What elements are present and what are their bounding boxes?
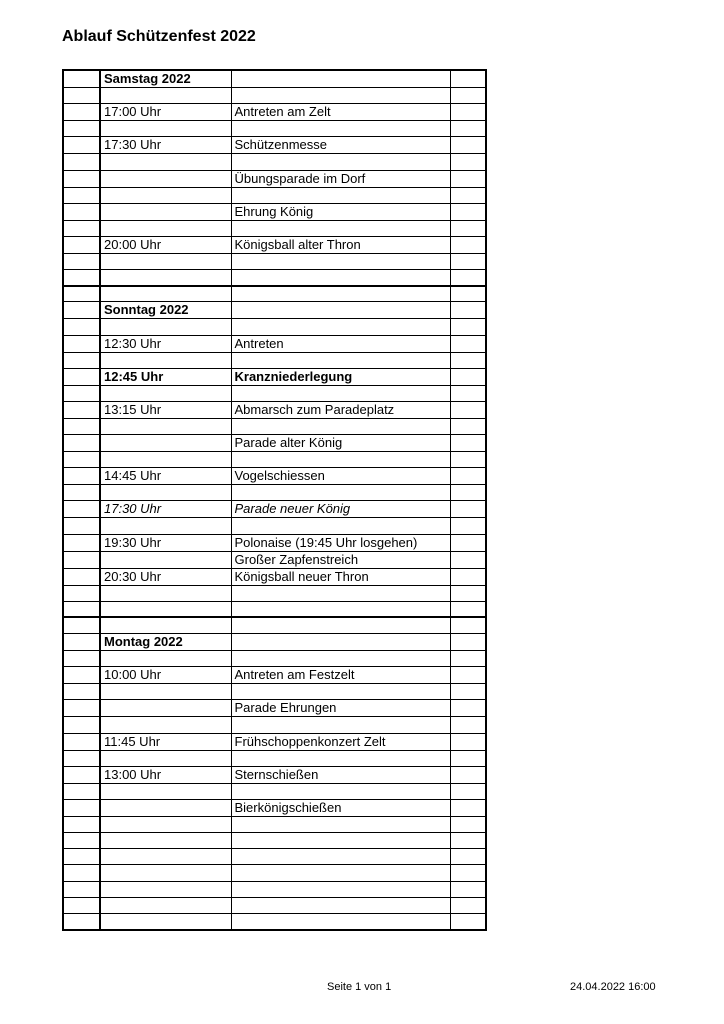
time-cell: 17:30 Uhr: [100, 137, 231, 154]
event-cell: [231, 253, 450, 269]
index-cell: [63, 203, 100, 220]
time-cell: 13:00 Uhr: [100, 766, 231, 783]
note-cell: [450, 651, 486, 667]
event-cell: Großer Zapfenstreich: [231, 551, 450, 568]
index-cell: [63, 518, 100, 534]
table-row: [63, 634, 486, 651]
time-cell: [100, 121, 231, 137]
table-row: [63, 700, 486, 717]
table-row: [63, 203, 486, 220]
time-cell: [100, 585, 231, 601]
event-cell: Übungsparade im Dorf: [231, 170, 450, 187]
event-cell: [231, 121, 450, 137]
time-cell: [100, 897, 231, 913]
table-row: [63, 435, 486, 452]
index-cell: [63, 617, 100, 633]
index-cell: [63, 568, 100, 585]
table-row: [63, 733, 486, 750]
note-cell: [450, 485, 486, 501]
event-cell: Frühschoppenkonzert Zelt: [231, 733, 450, 750]
time-cell: [100, 435, 231, 452]
time-cell: [100, 913, 231, 929]
note-cell: [450, 799, 486, 816]
event-cell: [231, 913, 450, 929]
time-cell: [100, 700, 231, 717]
event-cell: Ehrung König: [231, 203, 450, 220]
time-cell: [100, 385, 231, 401]
time-cell: [100, 651, 231, 667]
event-cell: Parade neuer König: [231, 501, 450, 518]
note-cell: [450, 121, 486, 137]
time-cell: [100, 601, 231, 617]
table-row: [63, 88, 486, 104]
table-row: [63, 568, 486, 585]
index-cell: [63, 401, 100, 418]
index-cell: [63, 849, 100, 865]
index-cell: [63, 634, 100, 651]
event-cell: [231, 220, 450, 236]
table-row: [63, 319, 486, 335]
index-cell: [63, 799, 100, 816]
table-row: [63, 865, 486, 881]
time-cell: [100, 551, 231, 568]
time-cell: 11:45 Uhr: [100, 733, 231, 750]
index-cell: [63, 501, 100, 518]
time-cell: [100, 849, 231, 865]
time-cell: Samstag 2022: [100, 70, 231, 88]
table-row: [63, 302, 486, 319]
note-cell: [450, 203, 486, 220]
index-cell: [63, 236, 100, 253]
index-cell: [63, 418, 100, 434]
index-cell: [63, 253, 100, 269]
time-cell: [100, 684, 231, 700]
note-cell: [450, 881, 486, 897]
event-cell: [231, 154, 450, 170]
table-row: [63, 534, 486, 551]
table-row: [63, 651, 486, 667]
note-cell: [450, 617, 486, 633]
time-cell: [100, 203, 231, 220]
table-row: [63, 551, 486, 568]
table-row: [63, 518, 486, 534]
note-cell: [450, 154, 486, 170]
index-cell: [63, 70, 100, 88]
event-cell: [231, 187, 450, 203]
event-cell: Vogelschiessen: [231, 468, 450, 485]
note-cell: [450, 302, 486, 319]
index-cell: [63, 170, 100, 187]
time-cell: 17:00 Uhr: [100, 104, 231, 121]
time-cell: [100, 617, 231, 633]
index-cell: [63, 220, 100, 236]
note-cell: [450, 286, 486, 302]
event-cell: Kranzniederlegung: [231, 368, 450, 385]
note-cell: [450, 270, 486, 286]
document-title: Ablauf Schützenfest 2022: [62, 28, 256, 45]
table-row: [63, 833, 486, 849]
index-cell: [63, 104, 100, 121]
note-cell: [450, 319, 486, 335]
event-cell: [231, 452, 450, 468]
note-cell: [450, 684, 486, 700]
note-cell: [450, 585, 486, 601]
time-cell: [100, 452, 231, 468]
event-cell: [231, 816, 450, 832]
index-cell: [63, 816, 100, 832]
note-cell: [450, 335, 486, 352]
table-row: [63, 601, 486, 617]
note-cell: [450, 700, 486, 717]
table-row: [63, 385, 486, 401]
event-cell: Parade Ehrungen: [231, 700, 450, 717]
table-row: [63, 783, 486, 799]
time-cell: 12:45 Uhr: [100, 368, 231, 385]
note-cell: [450, 833, 486, 849]
event-cell: Antreten am Festzelt: [231, 667, 450, 684]
index-cell: [63, 750, 100, 766]
table-row: [63, 418, 486, 434]
event-cell: [231, 352, 450, 368]
note-cell: [450, 170, 486, 187]
note-cell: [450, 187, 486, 203]
table-row: [63, 368, 486, 385]
page-number: Seite 1 von 1: [327, 981, 392, 993]
table-row: [63, 585, 486, 601]
table-row: [63, 104, 486, 121]
index-cell: [63, 833, 100, 849]
table-row: [63, 501, 486, 518]
table-row: [63, 452, 486, 468]
event-cell: [231, 634, 450, 651]
time-cell: [100, 816, 231, 832]
event-cell: [231, 518, 450, 534]
time-cell: Sonntag 2022: [100, 302, 231, 319]
note-cell: [450, 534, 486, 551]
time-cell: [100, 518, 231, 534]
index-cell: [63, 783, 100, 799]
event-cell: [231, 617, 450, 633]
table-row: [63, 617, 486, 633]
note-cell: [450, 352, 486, 368]
table-row: [63, 468, 486, 485]
table-row: [63, 335, 486, 352]
note-cell: [450, 897, 486, 913]
event-cell: [231, 849, 450, 865]
event-cell: [231, 684, 450, 700]
note-cell: [450, 70, 486, 88]
time-cell: [100, 253, 231, 269]
time-cell: [100, 319, 231, 335]
event-cell: [231, 601, 450, 617]
index-cell: [63, 154, 100, 170]
time-cell: [100, 833, 231, 849]
table-row: [63, 913, 486, 929]
note-cell: [450, 88, 486, 104]
index-cell: [63, 585, 100, 601]
event-cell: Polonaise (19:45 Uhr losgehen): [231, 534, 450, 551]
index-cell: [63, 452, 100, 468]
index-cell: [63, 335, 100, 352]
event-cell: Antreten am Zelt: [231, 104, 450, 121]
table-row: [63, 750, 486, 766]
note-cell: [450, 568, 486, 585]
index-cell: [63, 121, 100, 137]
index-cell: [63, 485, 100, 501]
index-cell: [63, 187, 100, 203]
note-cell: [450, 783, 486, 799]
event-cell: [231, 717, 450, 733]
time-cell: [100, 783, 231, 799]
table-row: [63, 154, 486, 170]
print-date: 24.04.2022 16:00: [570, 981, 656, 993]
table-row: [63, 253, 486, 269]
time-cell: [100, 220, 231, 236]
event-cell: [231, 286, 450, 302]
schedule-table: [62, 69, 487, 931]
index-cell: [63, 534, 100, 551]
event-cell: [231, 70, 450, 88]
event-cell: Sternschießen: [231, 766, 450, 783]
note-cell: [450, 717, 486, 733]
note-cell: [450, 385, 486, 401]
table-row: [63, 849, 486, 865]
index-cell: [63, 651, 100, 667]
event-cell: Schützenmesse: [231, 137, 450, 154]
table-row: [63, 286, 486, 302]
note-cell: [450, 667, 486, 684]
event-cell: [231, 585, 450, 601]
event-cell: [231, 783, 450, 799]
note-cell: [450, 750, 486, 766]
event-cell: Abmarsch zum Paradeplatz: [231, 401, 450, 418]
time-cell: 20:00 Uhr: [100, 236, 231, 253]
event-cell: [231, 88, 450, 104]
note-cell: [450, 518, 486, 534]
table-row: [63, 236, 486, 253]
table-row: [63, 187, 486, 203]
time-cell: [100, 865, 231, 881]
index-cell: [63, 302, 100, 319]
note-cell: [450, 368, 486, 385]
event-cell: [231, 881, 450, 897]
note-cell: [450, 104, 486, 121]
time-cell: 13:15 Uhr: [100, 401, 231, 418]
index-cell: [63, 435, 100, 452]
note-cell: [450, 452, 486, 468]
table-row: [63, 766, 486, 783]
index-cell: [63, 88, 100, 104]
note-cell: [450, 766, 486, 783]
time-cell: Montag 2022: [100, 634, 231, 651]
table-row: [63, 881, 486, 897]
time-cell: [100, 154, 231, 170]
note-cell: [450, 601, 486, 617]
event-cell: [231, 418, 450, 434]
index-cell: [63, 700, 100, 717]
event-cell: [231, 651, 450, 667]
table-row: [63, 70, 486, 88]
index-cell: [63, 270, 100, 286]
index-cell: [63, 881, 100, 897]
event-cell: Antreten: [231, 335, 450, 352]
time-cell: 12:30 Uhr: [100, 335, 231, 352]
note-cell: [450, 137, 486, 154]
note-cell: [450, 816, 486, 832]
index-cell: [63, 667, 100, 684]
note-cell: [450, 551, 486, 568]
table-row: [63, 137, 486, 154]
index-cell: [63, 286, 100, 302]
time-cell: [100, 418, 231, 434]
table-row: [63, 401, 486, 418]
table-row: [63, 684, 486, 700]
index-cell: [63, 717, 100, 733]
time-cell: 10:00 Uhr: [100, 667, 231, 684]
index-cell: [63, 137, 100, 154]
note-cell: [450, 468, 486, 485]
time-cell: [100, 270, 231, 286]
table-row: [63, 485, 486, 501]
time-cell: [100, 352, 231, 368]
event-cell: Parade alter König: [231, 435, 450, 452]
table-row: [63, 897, 486, 913]
event-cell: [231, 750, 450, 766]
index-cell: [63, 468, 100, 485]
note-cell: [450, 865, 486, 881]
table-row: [63, 667, 486, 684]
event-cell: [231, 302, 450, 319]
note-cell: [450, 401, 486, 418]
table-row: [63, 270, 486, 286]
event-cell: [231, 897, 450, 913]
note-cell: [450, 733, 486, 750]
index-cell: [63, 766, 100, 783]
table-row: [63, 220, 486, 236]
index-cell: [63, 913, 100, 929]
table-row: [63, 352, 486, 368]
note-cell: [450, 435, 486, 452]
index-cell: [63, 897, 100, 913]
time-cell: [100, 750, 231, 766]
event-cell: [231, 865, 450, 881]
time-cell: [100, 799, 231, 816]
event-cell: Königsball neuer Thron: [231, 568, 450, 585]
index-cell: [63, 551, 100, 568]
time-cell: [100, 485, 231, 501]
event-cell: Königsball alter Thron: [231, 236, 450, 253]
time-cell: 14:45 Uhr: [100, 468, 231, 485]
note-cell: [450, 501, 486, 518]
time-cell: [100, 881, 231, 897]
note-cell: [450, 418, 486, 434]
time-cell: 19:30 Uhr: [100, 534, 231, 551]
table-row: [63, 717, 486, 733]
note-cell: [450, 634, 486, 651]
index-cell: [63, 865, 100, 881]
index-cell: [63, 352, 100, 368]
index-cell: [63, 319, 100, 335]
time-cell: [100, 187, 231, 203]
table-row: [63, 170, 486, 187]
table-row: [63, 799, 486, 816]
note-cell: [450, 849, 486, 865]
time-cell: [100, 286, 231, 302]
time-cell: [100, 170, 231, 187]
table-row: [63, 121, 486, 137]
table-row: [63, 816, 486, 832]
event-cell: Bierkönigschießen: [231, 799, 450, 816]
event-cell: [231, 319, 450, 335]
event-cell: [231, 385, 450, 401]
event-cell: [231, 270, 450, 286]
index-cell: [63, 684, 100, 700]
index-cell: [63, 385, 100, 401]
index-cell: [63, 368, 100, 385]
time-cell: [100, 88, 231, 104]
note-cell: [450, 220, 486, 236]
event-cell: [231, 485, 450, 501]
note-cell: [450, 236, 486, 253]
index-cell: [63, 601, 100, 617]
time-cell: [100, 717, 231, 733]
note-cell: [450, 253, 486, 269]
index-cell: [63, 733, 100, 750]
event-cell: [231, 833, 450, 849]
time-cell: 20:30 Uhr: [100, 568, 231, 585]
note-cell: [450, 913, 486, 929]
time-cell: 17:30 Uhr: [100, 501, 231, 518]
